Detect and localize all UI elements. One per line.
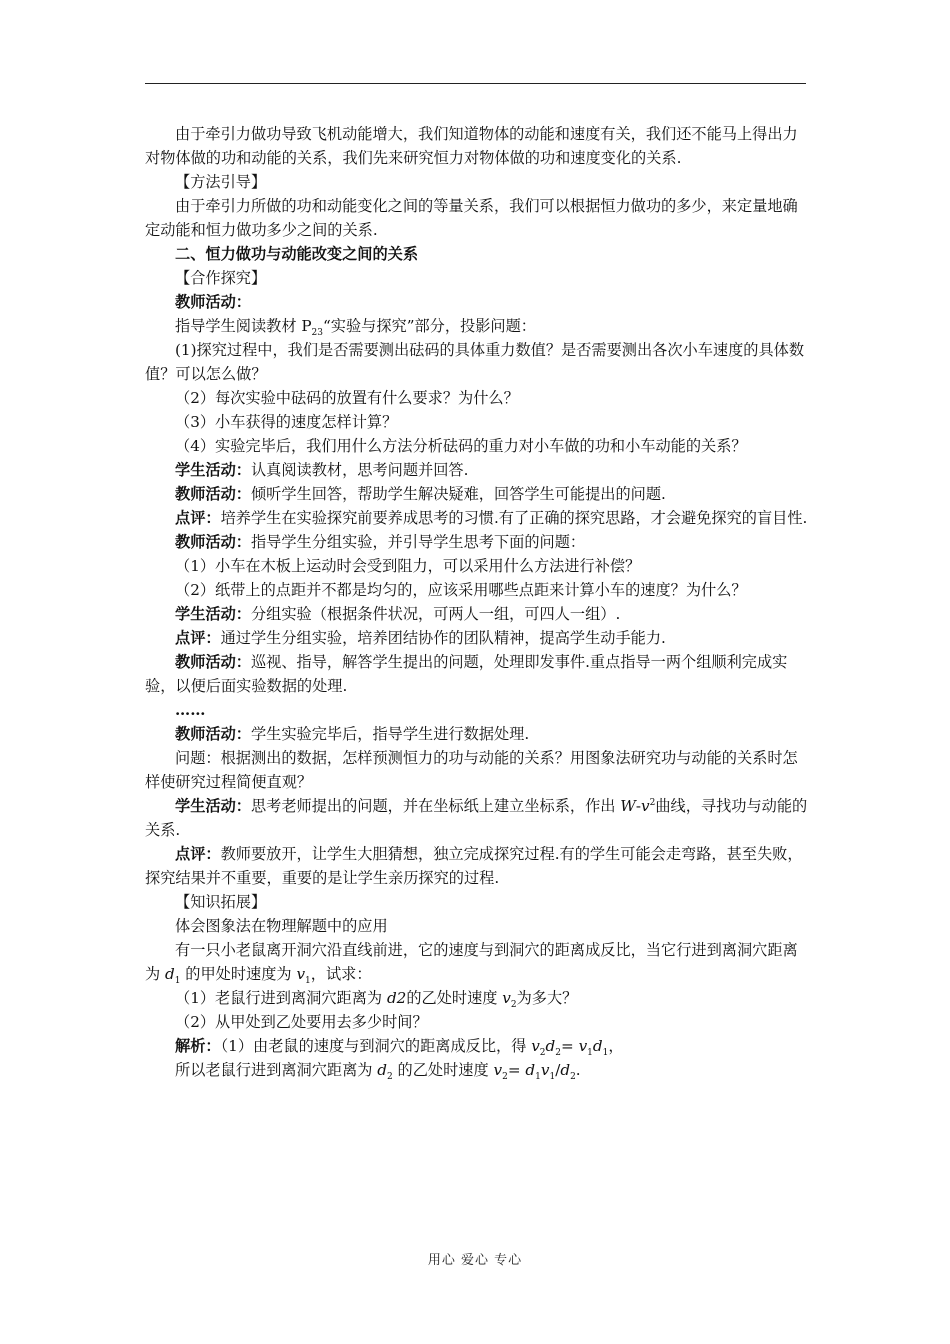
question-item: （1）老鼠行进到离洞穴距离为 d2的乙处时速度 $v_2$为多大？ bbox=[175, 989, 578, 1011]
question-item: （4）实验完毕后，我们用什么方法分析砝码的重力对小车做的功和小车动能的关系？ bbox=[175, 437, 747, 455]
question-item: (1)探究过程中，我们是否需要测出砝码的具体重力数值？是否需要测出各次小车速度的具体数值？可以怎么做？ bbox=[145, 341, 805, 383]
labeled-paragraph: 学生活动：分组实验（根据条件状况，可两人一组，可四人一组）. bbox=[175, 605, 621, 623]
labeled-paragraph: 学生活动：思考老师提出的问题，并在坐标纸上建立坐标系，作出 $W-v^2$曲线，寻找功与动能的关系. bbox=[145, 797, 808, 839]
section-tag-method: 【方法引导】 bbox=[175, 173, 267, 191]
ellipsis: …… bbox=[175, 701, 206, 719]
solution-paragraph: 解析：（1）由老鼠的速度与到洞穴的距离成反比，得 $v_2d_2= v_1d_1$， bbox=[175, 1037, 624, 1059]
question-item: （2）从甲处到乙处要用去多少时间？ bbox=[175, 1013, 428, 1031]
labeled-paragraph: 教师活动：巡视、指导，解答学生提出的问题，处理即发事件.重点指导一两个组顺利完成实验，以便后面实验数据的处理. bbox=[145, 653, 788, 695]
question-item: （1）小车在木板上运动时会受到阻力，可以采用什么方法进行补偿？ bbox=[175, 557, 641, 575]
section-heading: 二、恒力做功与动能改变之间的关系 bbox=[175, 245, 418, 263]
paragraph: 体会图象法在物理解题中的应用 bbox=[175, 917, 388, 935]
labeled-paragraph: 教师活动：指导学生分组实验，并引导学生思考下面的问题： bbox=[175, 533, 586, 551]
labeled-paragraph: 教师活动：学生实验完毕后，指导学生进行数据处理. bbox=[175, 725, 530, 743]
question-item: （2）纸带上的点距并不都是均匀的，应该采用哪些点距来计算小车的速度？为什么？ bbox=[175, 581, 747, 599]
labeled-paragraph: 教师活动：倾听学生回答，帮助学生解决疑难，回答学生可能提出的问题. bbox=[175, 485, 666, 503]
labeled-paragraph: 点评：通过学生分组实验，培养团结协作的团队精神，提高学生动手能力. bbox=[175, 629, 666, 647]
teacher-activity-heading: 教师活动： bbox=[175, 293, 251, 311]
paragraph: 问题：根据测出的数据，怎样预测恒力的功与动能的关系？用图象法研究功与动能的关系时怎样使研究过程简便直观？ bbox=[145, 749, 798, 791]
labeled-paragraph: 学生活动：认真阅读教材，思考问题并回答. bbox=[175, 461, 469, 479]
section-tag-extension: 【知识拓展】 bbox=[175, 893, 267, 911]
labeled-paragraph: 点评：教师要放开，让学生大胆猜想，独立完成探究过程.有的学生可能会走弯路，甚至失败，探究结果并不重要，重要的是让学生亲历探究的过程. bbox=[145, 845, 803, 887]
page-footer: 用心 爱心 专心 bbox=[427, 1253, 523, 1268]
question-item: （3）小车获得的速度怎样计算？ bbox=[175, 413, 398, 431]
problem-statement: 有一只小老鼠离开洞穴沿直线前进，它的速度与到洞穴的距离成反比，当它行进到离洞穴距离为 $d_1$ 的甲处时速度为 $v_1$，试求： bbox=[145, 941, 798, 987]
paragraph: 由于牵引力做功导致飞机动能增大，我们知道物体的动能和速度有关，我们还不能马上得出力对物体做的功和动能的关系，我们先来研究恒力对物体做的功和速度变化的关系. bbox=[145, 125, 798, 167]
labeled-paragraph: 点评：培养学生在实验探究前要养成思考的习惯.有了正确的探究思路，才会避免探究的盲目性. bbox=[175, 509, 808, 527]
question-item: （2）每次实验中砝码的放置有什么要求？为什么？ bbox=[175, 389, 519, 407]
solution-paragraph: 所以老鼠行进到离洞穴距离为 $d_2$ 的乙处时速度 $v_2= d_1v_1/d_2$. bbox=[175, 1061, 581, 1083]
page-body bbox=[145, 122, 809, 1082]
paragraph: 指导学生阅读教材 $P_{23}“$实验与探究”部分，投影问题： bbox=[175, 317, 536, 339]
paragraph: 由于牵引力所做的功和动能变化之间的等量关系，我们可以根据恒力做功的多少，来定量地确定动能和恒力做功多少之间的关系. bbox=[145, 197, 798, 239]
section-tag-cooperation: 【合作探究】 bbox=[175, 269, 267, 287]
header-rule bbox=[145, 83, 806, 84]
